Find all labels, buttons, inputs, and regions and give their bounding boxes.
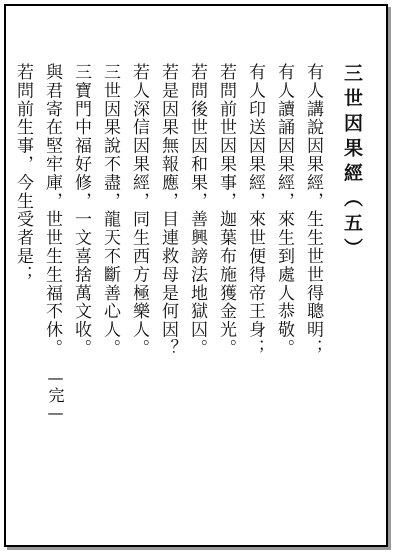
verse-line: 若問前世因果事，迦葉布施獲金光。	[216, 63, 236, 358]
verse-line: 三寶門中福好修，一文喜捨萬文收。	[71, 63, 91, 358]
verse-line: 與君寄在堅牢庫，世世生生福不休。	[42, 63, 62, 358]
verse-line: 三世因果說不盡，龍天不斷善心人。	[100, 63, 120, 358]
verse-line: 若是因果無報應，目連救母是何因？	[158, 63, 178, 358]
verse-line: 有人印送因果經，來世便得帝王身；	[245, 63, 265, 358]
end-mark: —完—	[46, 368, 65, 422]
verse-line: 有人讀誦因果經，來生到處人恭敬。	[274, 63, 294, 358]
scripture-text	[13, 63, 371, 483]
verse-line	[0, 63, 2, 483]
verse-line: 若問前生事，今生受者是；	[13, 63, 33, 284]
verse-line: 若問後世因和果，善興謗法地獄囚。	[187, 63, 207, 358]
verse-line: 若人深信因果經，同生西方極樂人。	[129, 63, 149, 358]
document-title: 三世因果經（五）	[341, 63, 363, 263]
verse-line: 有人講說因果經，生生世世得聰明；	[303, 63, 323, 358]
